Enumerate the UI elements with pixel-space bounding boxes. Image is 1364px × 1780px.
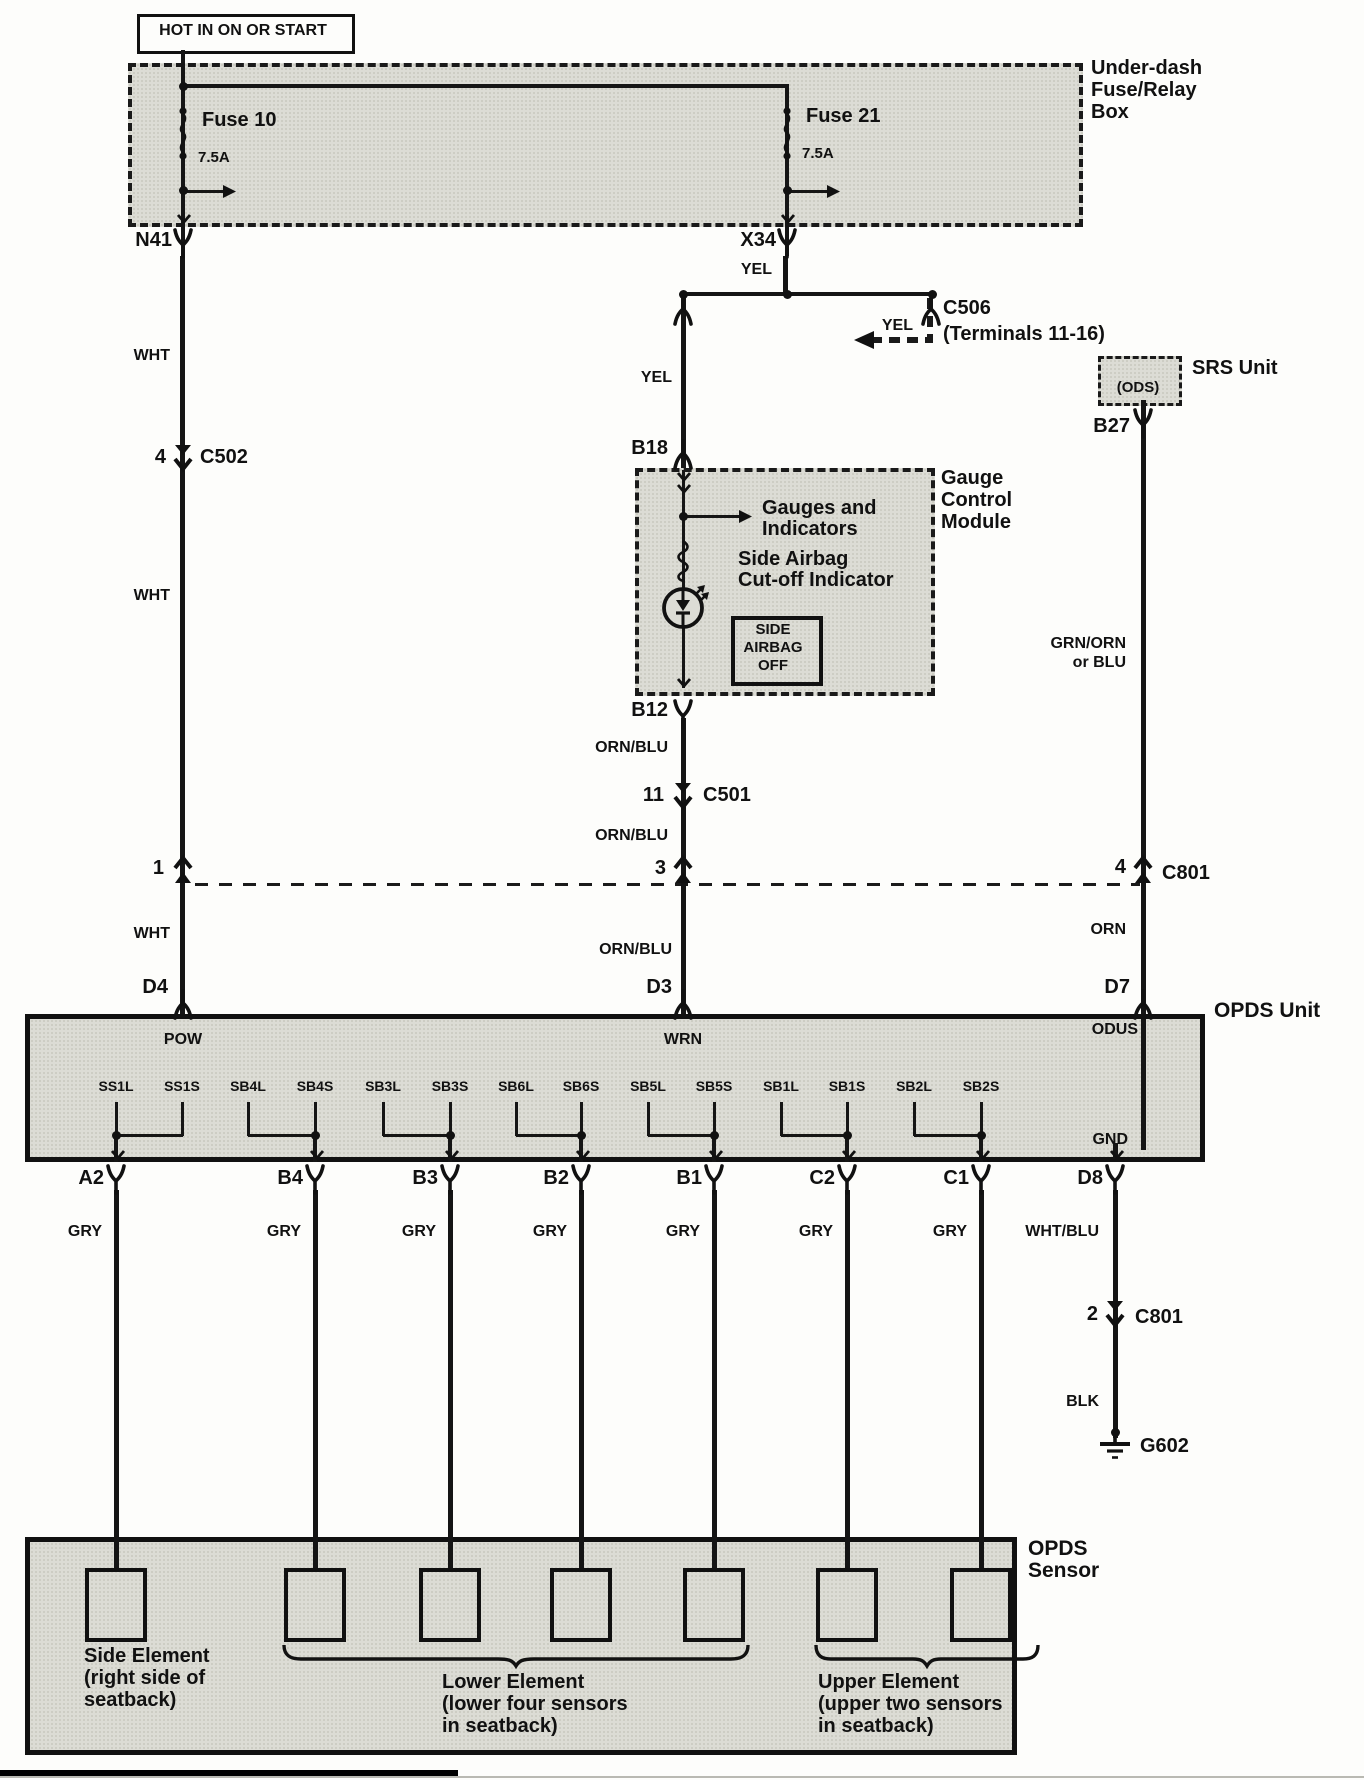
fuse10-label: Fuse 10 [202,109,277,131]
connector-c502-icon [171,444,195,472]
connector-b4-icon [305,1164,325,1194]
side-airbag-off-line3: OFF [758,657,788,674]
connector-d3-icon [673,990,693,1020]
junction-dot [783,290,792,299]
wire-color-ornblu: ORN/BLU [599,941,672,958]
indicator-lamp-icon [653,576,717,640]
sensor-element [550,1568,612,1642]
connector-b1-icon [704,1164,724,1194]
connector-c1-icon [971,1164,991,1194]
fusebox-title-line1: Under-dash [1091,57,1203,79]
upper-element-line3: in seatback) [818,1715,934,1737]
fuse10-rating: 7.5A [198,149,230,166]
c801-connector-line [195,883,1140,886]
sensor-wire-a2 [114,1190,119,1570]
upper-element-brace-icon [815,1644,1039,1668]
gauges-indicators-line2: Indicators [762,518,858,540]
wire-color-gry: GRY [798,1223,833,1240]
opds-pin-ss1l: SS1L [98,1078,134,1094]
wire-color-orn: ORN [1090,921,1126,938]
junction-dot [783,186,792,195]
connector-b4-label: B4 [277,1167,303,1189]
exit-chevron-icon [1109,1150,1125,1160]
upper-element-line1: Upper Element [818,1671,960,1693]
wire-color-gry: GRY [67,1223,102,1240]
fuse21-label: Fuse 21 [806,105,881,127]
module-title-line2: Control [941,489,1013,511]
connector-b2-icon [571,1164,591,1194]
sensor-element [419,1568,481,1642]
connector-c801-bottom-icon [1103,1300,1127,1328]
fuse21-symbol-icon [779,106,795,164]
ground-icon [1093,1436,1137,1464]
junction-dot [577,1131,586,1140]
hot-in-on-or-start-label: HOT IN ON OR START [159,22,327,39]
connector-c801-top-pin: 4 [1114,856,1126,878]
opds-sensor-title-line2: Sensor [1028,1559,1100,1582]
connector-b3-label: B3 [412,1167,438,1189]
fuse10-tap [183,190,225,193]
connector-c801-bottom-label: C801 [1135,1306,1183,1328]
wire-color-gry: GRY [665,1223,700,1240]
connector-d3-label: D3 [646,976,672,998]
pair-link [383,1134,451,1137]
connector-c506-icon [921,296,941,326]
wire-color-yel: YEL [881,317,913,334]
junction-dot [179,186,188,195]
wire-color-blk: BLK [1066,1393,1099,1410]
connector-c2-label: C2 [809,1167,835,1189]
wire-odus-internal [1141,1019,1146,1150]
opds-odus-label: ODUS [1091,1021,1138,1038]
opds-unit-title: OPDS Unit [1214,999,1321,1022]
connector-c501-label: C501 [703,784,751,806]
lower-element-line2: (lower four sensors [442,1693,628,1715]
opds-pin-sb5s: SB5S [695,1078,733,1094]
wire-color-gry: GRY [932,1223,967,1240]
wire-color-yel: YEL [740,261,772,278]
junction-dot [311,1131,320,1140]
connector-c502-label: C502 [200,446,248,468]
exit-chevron-icon [780,214,796,224]
opds-gnd-label: GND [1092,1131,1128,1148]
connector-d8-icon [1105,1164,1125,1194]
pair-link [648,1134,715,1137]
connector-c801-top-icon [1131,856,1155,884]
ground-g602-label: G602 [1140,1435,1189,1457]
side-airbag-off-line2: AIRBAG [743,639,803,656]
opds-pin-sb5l: SB5L [630,1078,666,1094]
connector-b27-label: B27 [1093,415,1130,437]
connector-b18-label: B18 [631,437,668,459]
connector-x34-label: X34 [740,229,776,251]
connector-c801-bottom-pin: 2 [1086,1303,1098,1325]
wire-color-grnorn-line2: or BLU [1072,654,1126,671]
wire-left-main [180,256,185,1014]
pair-link [781,1134,848,1137]
junction-dot [1111,1428,1120,1437]
sensor-element [950,1568,1012,1642]
connector-b3-icon [440,1164,460,1194]
exit-chevron-icon [110,1150,126,1160]
lower-element-brace-icon [283,1644,749,1668]
sensor-wire-b2 [579,1190,584,1570]
wire-color-whtblu: WHT/BLU [1025,1223,1099,1240]
connector-n41-icon [173,228,193,258]
wire-right-main [1141,400,1146,1014]
exit-chevron-icon [309,1150,325,1160]
exit-chevron-icon [975,1150,991,1160]
wire-color-ornblu: ORN/BLU [595,739,668,756]
lower-element-line1: Lower Element [442,1671,585,1693]
junction-dot [446,1131,455,1140]
wire-color-wht: WHT [133,925,170,942]
opds-pin-sb4s: SB4S [296,1078,334,1094]
wire-color-gry: GRY [532,1223,567,1240]
opds-pin-sb1l: SB1L [763,1078,799,1094]
gauges-tap [683,515,741,518]
connector-c502-pin: 4 [154,446,166,468]
fusebox-title-line2: Fuse/Relay [1091,79,1197,101]
fuse21-rating: 7.5A [802,145,834,162]
exit-chevron-icon [676,678,692,688]
sensor-wire-b1 [712,1190,717,1570]
sensor-element [85,1568,147,1642]
connector-b2-label: B2 [543,1167,569,1189]
pin-stub [913,1102,916,1136]
junction-dot [179,82,188,91]
opds-pin-sb4l: SB4L [230,1078,266,1094]
wire-fusebox-bus [181,84,789,88]
junction-dot [112,1131,121,1140]
opds-pin-sb1s: SB1S [828,1078,866,1094]
connector-d4-icon [173,990,193,1020]
connector-x34-icon [777,228,797,258]
wire-color-ornblu: ORN/BLU [595,827,668,844]
sensor-wire-b3 [448,1190,453,1570]
cutoff-indicator-line1: Side Airbag [738,548,849,570]
pin-stub [780,1102,783,1136]
pin-stub [515,1102,518,1136]
connector-b27-icon [1133,408,1153,438]
pair-link [116,1134,183,1137]
wire-color-yel: YEL [640,369,672,386]
pair-link [248,1134,316,1137]
opds-pin-sb6s: SB6S [562,1078,600,1094]
junction-dot [977,1131,986,1140]
sensor-element [683,1568,745,1642]
sensor-element [284,1568,346,1642]
right-arrow-icon [738,509,754,524]
connector-c1-label: C1 [943,1167,969,1189]
opds-wrn-label: WRN [663,1031,703,1048]
wire-color-grnorn-line1: GRN/ORN [1050,635,1126,652]
junction-dot [679,512,688,521]
entry-chevron-icon [676,472,692,482]
sensor-element [816,1568,878,1642]
connector-c506-terminals: (Terminals 11-16) [943,323,1105,345]
junction-dot [710,1131,719,1140]
opds-pow-label: POW [163,1031,203,1048]
gauges-indicators-line1: Gauges and [762,497,877,519]
fuse21-tap [787,190,829,193]
wire-color-gry: GRY [266,1223,301,1240]
connector-3-icon [671,856,695,884]
module-title-line3: Module [941,511,1011,533]
connector-c801-top-label: C801 [1162,862,1210,884]
connector-3-label: 3 [654,857,666,879]
exit-chevron-icon [708,1150,724,1160]
exit-chevron-icon [575,1150,591,1160]
connector-branch-icon [673,296,693,326]
connector-1-label: 1 [152,857,164,879]
connector-b18-icon [673,440,693,470]
opds-pin-sb2l: SB2L [896,1078,932,1094]
module-title-line1: Gauge [941,467,1004,489]
right-arrow-icon [222,184,238,199]
exit-chevron-icon [176,214,192,224]
connector-b12-label: B12 [631,699,668,721]
connector-d8-label: D8 [1077,1167,1103,1189]
connector-d4-label: D4 [142,976,168,998]
connector-a2-label: A2 [78,1167,104,1189]
opds-pin-ss1s: SS1S [164,1078,200,1094]
opds-pin-sb2s: SB2S [962,1078,1000,1094]
side-airbag-off-line1: SIDE [755,621,791,638]
entry-chevron-icon [676,484,692,494]
opds-pin-sb6l: SB6L [498,1078,534,1094]
exit-chevron-icon [444,1150,460,1160]
right-arrow-icon [826,184,842,199]
pin-stub [181,1102,184,1136]
connector-b12-icon [673,699,693,729]
side-element-line1: Side Element [84,1645,210,1667]
lower-element-line3: in seatback) [442,1715,558,1737]
connector-c2-icon [837,1164,857,1194]
exit-chevron-icon [841,1150,857,1160]
side-element-line2: (right side of [84,1667,206,1689]
connector-d7-icon [1133,990,1153,1020]
page-edge-line [0,1776,1364,1778]
pin-stub [247,1102,250,1136]
pair-link [516,1134,582,1137]
cutoff-indicator-line2: Cut-off Indicator [738,569,894,591]
wire-x34-stub [783,256,788,294]
connector-b1-label: B1 [676,1167,702,1189]
opds-pin-sb3s: SB3S [431,1078,469,1094]
pin-stub [382,1102,385,1136]
connector-c501-pin: 11 [642,784,664,806]
fusebox-title-line3: Box [1091,101,1129,123]
wire-color-wht: WHT [133,587,170,604]
sensor-wire-b4 [313,1190,318,1570]
connector-c506-label: C506 [943,297,991,319]
connector-n41-label: N41 [135,229,172,251]
opds-sensor-title-line1: OPDS [1028,1537,1088,1560]
junction-dot [843,1131,852,1140]
wire-color-wht: WHT [133,347,170,364]
pin-stub [647,1102,650,1136]
connector-a2-icon [106,1164,126,1194]
wire-color-gry: GRY [401,1223,436,1240]
srs-unit-title: SRS Unit [1192,357,1278,379]
connector-d7-label: D7 [1104,976,1130,998]
sensor-wire-c2 [845,1190,850,1570]
pair-link [914,1134,982,1137]
sensor-wire-c1 [979,1190,984,1570]
fuse10-symbol-icon [175,106,191,164]
connector-c501-icon [671,782,695,810]
connector-1-icon [171,856,195,884]
opds-pin-sb3l: SB3L [365,1078,401,1094]
side-element-line3: seatback) [84,1689,177,1711]
upper-element-line2: (upper two sensors [818,1693,1003,1715]
srs-ods-label: (ODS) [1116,379,1160,396]
